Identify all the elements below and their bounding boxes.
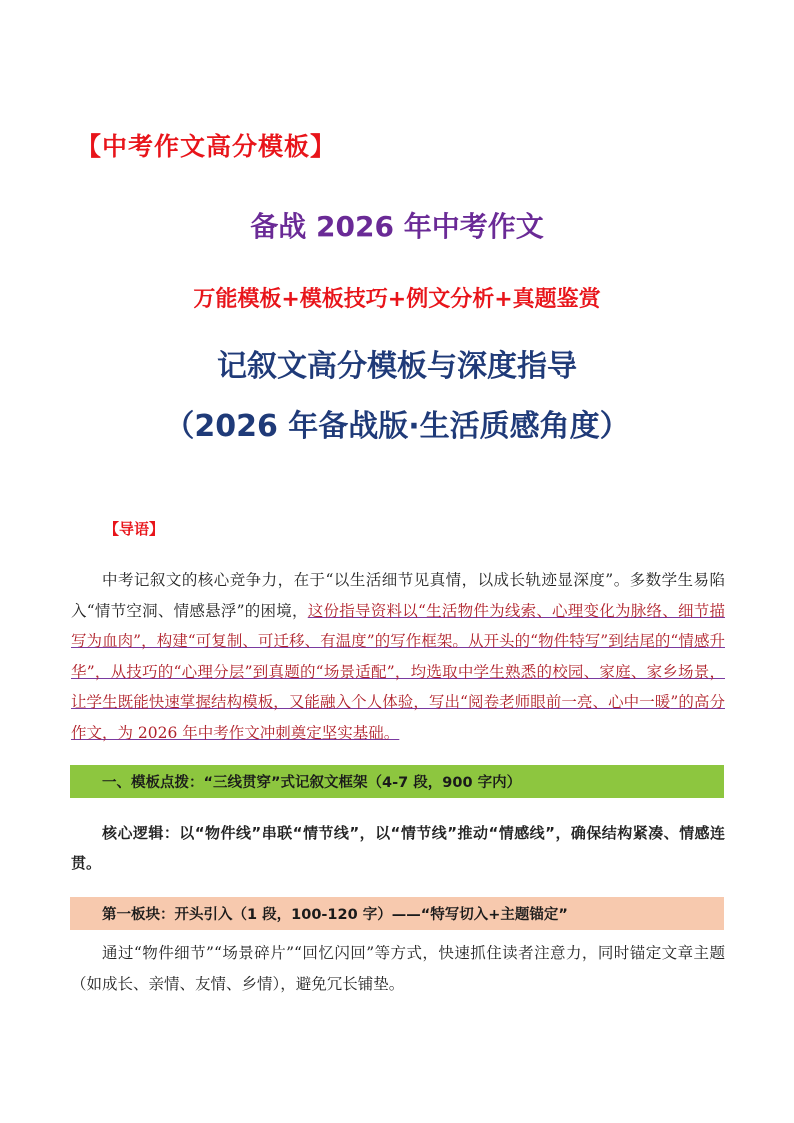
block-heading-1: 第一板块：开头引入（1 段，100-120 字）——“特写切入+主题锚定”	[70, 897, 724, 930]
block-1-paragraph: 通过“物件细节”“场景碎片”“回忆闪回”等方式，快速抓住读者注意力，同时锚定文章主题（如成长、亲情、友情、乡情），避免冗长铺垫。	[71, 944, 725, 993]
section-heading-1: 一、模板点拨：“三线贯穿”式记叙文框架（4-7 段，900 字内）	[70, 765, 724, 798]
intro-paragraph	[71, 565, 725, 749]
title-line-3: 记叙文高分模板与深度指导	[217, 349, 577, 384]
header-tag: 【中考作文高分模板】	[76, 132, 337, 161]
intro-text: 中考记叙文的核心竞争力，在于“以生活细节见真情，以成长轨迹显深度”。多数学生易陷入“情节空洞、情感悬浮”的困境，	[71, 571, 725, 620]
intro-underlined-quote: 阅卷老师眼前一亮、心中一暖	[467, 693, 671, 712]
core-logic-paragraph: 核心逻辑：以“物件线”串联“情节线”，以“情节线”推动“情感线”，确保结构紧凑、情感连贯。	[71, 824, 725, 872]
title-line-1: 备战 2026 年中考作文	[250, 210, 544, 243]
intro-underlined-text: 这份指导资料以“生活物件为线索、心理变化为脉络、细节描写为血肉”，构建“可复制、可迁移、有温度”的写作框架。从开头的“物件特写”到结尾的“情感升华”，从技巧的“心理分层”到真题的“场景适配”，均选取中学生熟悉的校园、家庭、家乡场景，让学生既能快速掌握结构模板，又能融入个人体验，写出“	[71, 601, 725, 712]
title-line-4: （2026 年备战版·生活质感角度）	[164, 409, 630, 444]
title-line-2: 万能模板+模板技巧+例文分析+真题鉴赏	[193, 287, 601, 312]
lead-label: 【导语】	[104, 520, 165, 538]
intro-underlined-end: ”的高分作文，为 2026 年中考作文冲刺奠定坚实基础。	[71, 693, 725, 742]
